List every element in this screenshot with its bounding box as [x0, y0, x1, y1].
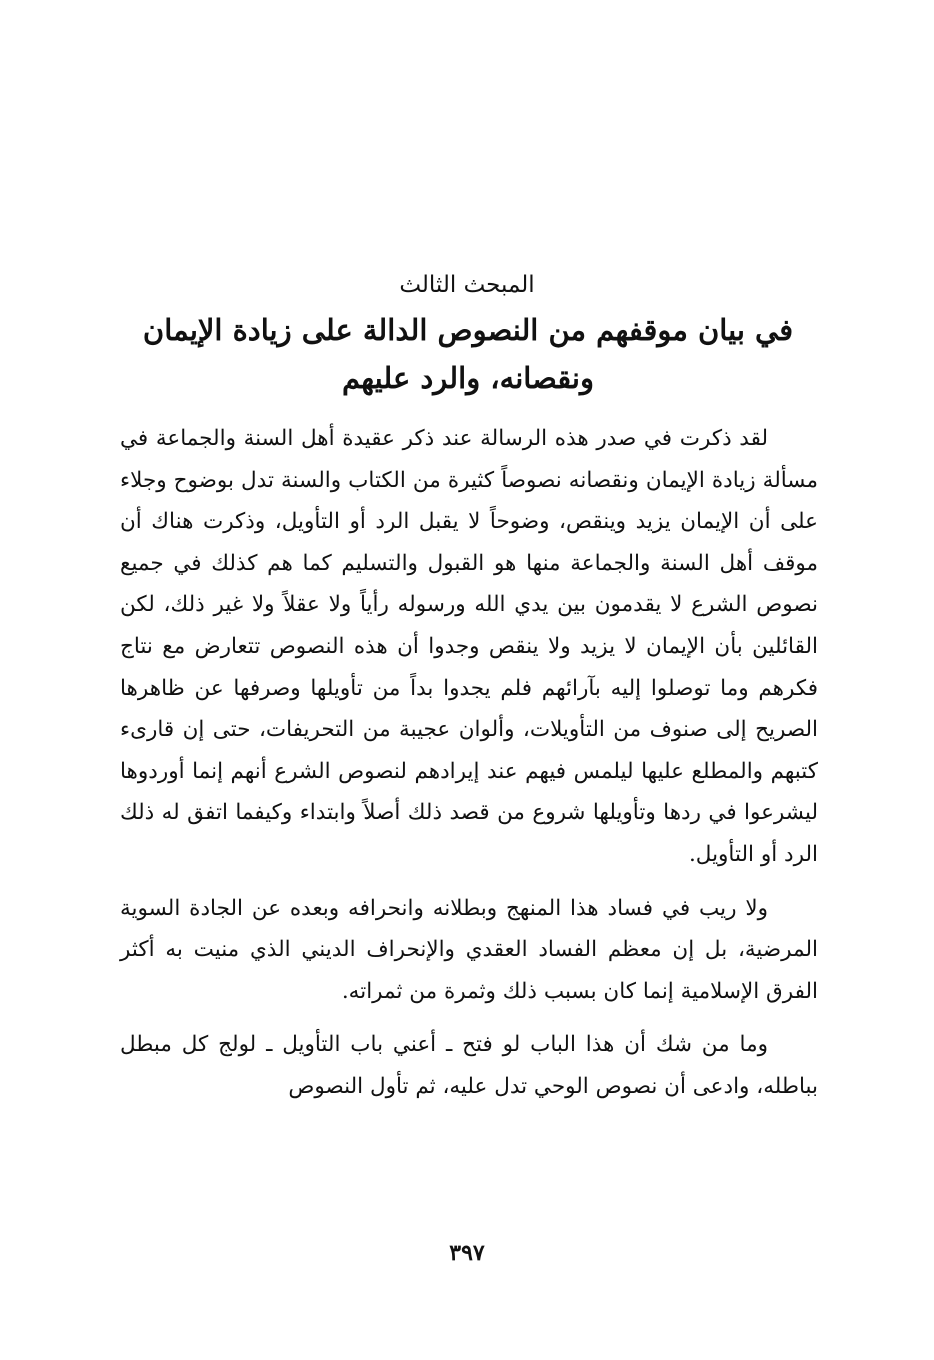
paragraph-1: لقد ذكرت في صدر هذه الرسالة عند ذكر عقيدة أهل السنة والجماعة في مسألة زيادة الإيمان ونقصانه نصوصاً كثيرة من الكتاب والسنة تدل بوضوح وجلاء على أن الإيمان يزيد وينقص، وضوحاً لا يقبل الرد أو التأويل، وذكرت هناك أن موقف أهل السنة والجماعة منها هو القبول والتسليم كما هم كذلك في جميع نصوص الشرع لا يقدمون بين يدي الله ورسوله رأياً ولا عقلاً ولا غير ذلك، لكن القائلين بأن الإيمان لا يزيد ولا ينقص وجدوا أن هذه النصوص تتعارض مع نتاج فكرهم وما توصلوا إليه بآرائهم فلم يجدوا بداً من تأويلها وصرفها عن ظاهرها الصريح إلى صنوف من التأويلات، وألوان عجيبة من التحريفات، حتى إن قارىء كتبهم والمطلع عليها ليلمس فيهم عند إيرادهم لنصوص الشرع أنهم إنما أوردوها ليشرعوا في ردها وتأويلها شروع من قصد ذلك أصلاً وابتداء وكيفما اتفق له ذلك الرد أو التأويل. [120, 426, 818, 867]
section-label: المبحث الثالث [399, 272, 535, 298]
paragraph-2: ولا ريب في فساد هذا المنهج وبطلانه وانحرافه وبعده عن الجادة السوية المرضية، بل إن معظم الفساد العقدي والإنحراف الديني الذي منيت به أكثر الفرق الإسلامية إنما كان بسبب ذلك وثمرة من ثمراته. [120, 895, 818, 1004]
paragraph-3: وما من شك أن هذا الباب لو فتح ـ أعني باب التأويل ـ لولج كل مبطل بباطله، وادعى أن نصوص الوحي تدل عليه، ثم تأول النصوص [120, 1032, 818, 1099]
page-number: ٣٩٧ [449, 1240, 485, 1266]
section-title: في بيان موقفهم من النصوص الدالة على زيادة الإيمان ونقصانه، والرد عليهم [142, 313, 794, 395]
body-text [120, 418, 818, 1120]
